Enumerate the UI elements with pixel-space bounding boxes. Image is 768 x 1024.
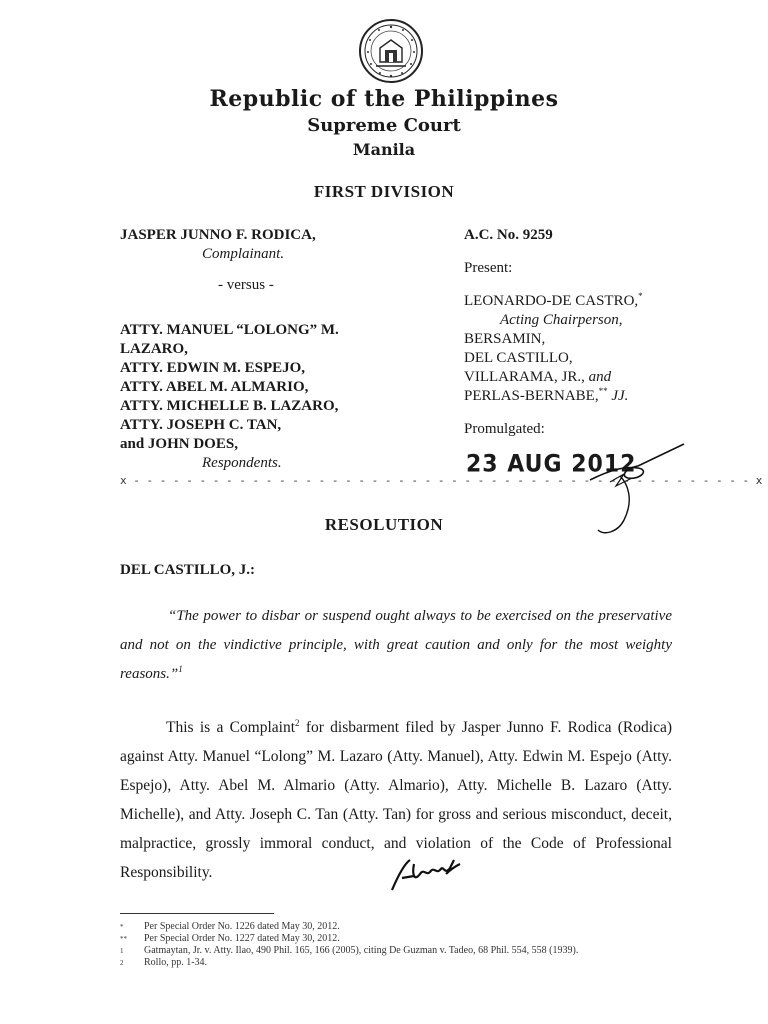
- footnote-text: Per Special Order No. 1226 dated May 30, 2012.: [144, 921, 340, 932]
- paragraph-part: This is a Complaint: [166, 719, 296, 736]
- clerk-signature: [580, 440, 690, 560]
- division-heading: FIRST DIVISION: [313, 182, 455, 201]
- footnote-text: Gatmaytan, Jr. v. Atty. Ilao, 490 Phil. 165, 166 (2005), citing De Guzman v. Tadeo, 68 Phil. 554, 558 (1939).: [144, 945, 579, 956]
- member-note: Acting Chairperson,: [500, 312, 623, 328]
- caption-divider: x - - - - - - - - - - - - - - - - - - - - - - - - - - - - - - - - - - - - - - - - - - - - - - - x: [120, 474, 763, 487]
- respondent-line: LAZARO,: [120, 341, 188, 357]
- member-footnote-mark: **: [598, 386, 608, 396]
- case-number: A.C. No. 9259: [464, 227, 553, 243]
- footnote-text: Per Special Order No. 1227 dated May 30, 2012.: [144, 933, 340, 944]
- divider-start: x: [120, 474, 127, 487]
- footnote-mark: 2: [120, 959, 124, 967]
- footnote-mark: 1: [120, 947, 124, 955]
- member-note: JJ.: [611, 388, 629, 404]
- footnote-rule: [120, 913, 274, 914]
- epigraph-quote: [120, 602, 672, 689]
- versus-label: - versus -: [218, 277, 274, 293]
- complainant-name: JASPER JUNNO F. RODICA,: [120, 227, 316, 243]
- member-line: [464, 292, 714, 311]
- member-name: BERSAMIN,: [464, 331, 546, 347]
- footnote: [120, 957, 676, 969]
- quote-text: [120, 602, 672, 689]
- respondent-line: ATTY. EDWIN M. ESPEJO,: [120, 360, 306, 376]
- respondents-role: Respondents.: [202, 455, 282, 471]
- court-heading: Supreme Court: [307, 115, 461, 136]
- footnote-text: Rollo, pp. 1-34.: [144, 957, 208, 968]
- case-info: [464, 226, 714, 439]
- footnote: [120, 945, 676, 957]
- footnote-mark: **: [120, 935, 127, 943]
- member-name: LEONARDO-DE CASTRO,: [464, 293, 639, 309]
- member-footnote-mark: *: [638, 291, 643, 301]
- republic-heading: Republic of the Philippines: [209, 86, 559, 112]
- present-label: Present:: [464, 260, 513, 276]
- respondent-line: ATTY. MICHELLE B. LAZARO,: [120, 398, 339, 414]
- ponente: DEL CASTILLO, J.:: [120, 562, 256, 578]
- footnote-ref: 1: [178, 664, 183, 674]
- supreme-court-seal: [358, 18, 424, 84]
- case-caption: [120, 226, 450, 473]
- respondent-line: ATTY. ABEL M. ALMARIO,: [120, 379, 309, 395]
- member-name: PERLAS-BERNABE,: [464, 388, 599, 404]
- promulgation-date-stamp: 23 AUG 2012: [466, 450, 637, 479]
- respondent-line: and JOHN DOES,: [120, 436, 238, 452]
- complainant-role: Complainant.: [202, 246, 285, 262]
- promulgated-label: Promulgated:: [464, 421, 545, 437]
- divider-end: x: [755, 474, 763, 487]
- member-name: DEL CASTILLO,: [464, 350, 573, 366]
- quote-body: “The power to disbar or suspend ought always to be exercised on the preservative and not on the vindictive principle, with great caution and only for the most weighty reasons.”: [120, 608, 672, 682]
- member-note: and: [588, 369, 612, 385]
- footnote: [120, 921, 676, 933]
- footnote-ref: 2: [295, 717, 300, 728]
- footnotes: [120, 921, 676, 969]
- initials-signature: [388, 856, 468, 896]
- document-title: RESOLUTION: [324, 515, 444, 534]
- footnote: [120, 933, 676, 945]
- member-line: [464, 368, 714, 387]
- member-name: VILLARAMA, JR.,: [464, 369, 585, 385]
- city-heading: Manila: [352, 140, 416, 159]
- paragraph-part: for disbarment filed by Jasper Junno F. Rodica (Rodica) against Atty. Manuel “Lolong” M. Lazaro (Atty. Manuel), Atty. Edwin M. Espejo (Atty. Espejo), Atty. Abel M. Almario (Atty. Almario), Atty. Michelle B. Lazaro (Atty. Michelle), and Atty. Joseph C. Tan (Atty. Tan) for gross and serious misconduct, deceit, malpractice, grossly immoral conduct, and violation of the Code of Professional Responsibility.: [120, 719, 672, 881]
- respondent-line: ATTY. JOSEPH C. TAN,: [120, 417, 282, 433]
- respondent-line: ATTY. MANUEL “LOLONG” M.: [120, 322, 339, 338]
- member-line: [464, 387, 714, 406]
- footnote-mark: *: [120, 923, 124, 931]
